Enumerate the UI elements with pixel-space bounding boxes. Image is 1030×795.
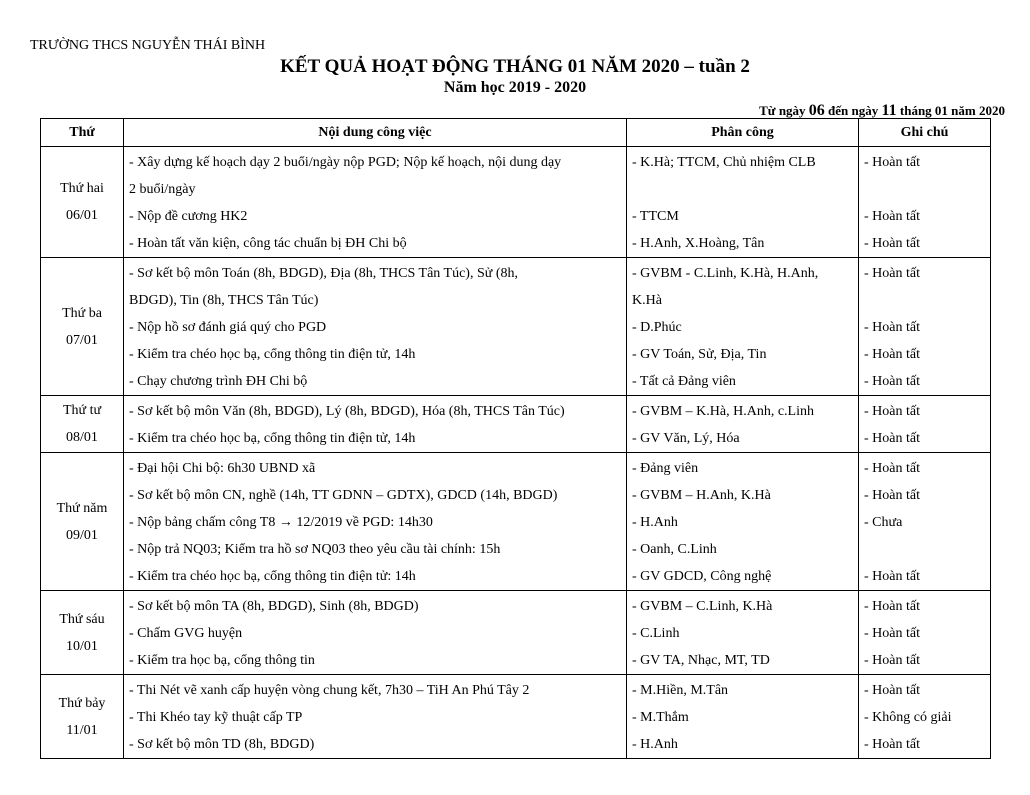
- assignee-cell: [627, 675, 859, 759]
- note-line: - Hoàn tất: [864, 236, 920, 251]
- weekday-label: Thứ hai: [60, 181, 104, 196]
- column-header-tasks: Nội dung công việc: [124, 119, 627, 147]
- task-cell: [124, 396, 627, 453]
- task-cell: [124, 258, 627, 396]
- note-line: - Hoàn tất: [864, 737, 920, 752]
- note-cell: [859, 396, 991, 453]
- note-line: - Hoàn tất: [864, 431, 920, 446]
- assignee-cell: [627, 258, 859, 396]
- assignee-line: - GV Toán, Sử, Địa, Tin: [632, 347, 767, 362]
- task-line: - Chấm GVG huyện: [129, 626, 243, 641]
- table-row: [41, 258, 991, 396]
- date-range-prefix: Từ ngày: [759, 103, 806, 118]
- note-line: - Hoàn tất: [864, 488, 920, 503]
- schedule-table: [40, 118, 991, 759]
- note-line: - Hoàn tất: [864, 683, 920, 698]
- task-line: - Đại hội Chi bộ: 6h30 UBND xã: [129, 461, 316, 476]
- date-range-suffix: tháng 01 năm 2020: [899, 103, 1005, 118]
- note-line: - Không có giải: [864, 710, 952, 725]
- date-label: 10/01: [66, 638, 98, 654]
- school-name: TRƯỜNG THCS NGUYỄN THÁI BÌNH: [30, 38, 266, 53]
- task-line: BDGD), Tin (8h, THCS Tân Túc): [129, 293, 319, 308]
- weekday-label: Thứ ba: [62, 305, 102, 321]
- note-line: - Chưa: [864, 515, 903, 530]
- note-line: [864, 536, 985, 563]
- task-cell: [124, 675, 627, 759]
- note-line: - Hoàn tất: [864, 374, 920, 389]
- assignee-line: K.Hà: [632, 293, 662, 308]
- note-line: - Hoàn tất: [864, 569, 920, 584]
- column-header-notes: Ghi chú: [859, 119, 991, 147]
- note-cell: [859, 147, 991, 258]
- assignee-line: - GV Văn, Lý, Hóa: [632, 431, 740, 446]
- note-line: - Hoàn tất: [864, 404, 920, 419]
- assignee-line: - Oanh, C.Linh: [632, 542, 717, 557]
- date-label: 08/01: [66, 430, 98, 445]
- note-line: - Hoàn tất: [864, 209, 920, 224]
- assignee-line: - GVBM – H.Anh, K.Hà: [632, 488, 771, 503]
- schedule-body: [41, 147, 991, 759]
- date-range-start: 06: [808, 102, 825, 119]
- task-line: - Nộp hồ sơ đánh giá quý cho PGD: [129, 320, 327, 335]
- table-row: [41, 147, 991, 258]
- task-line: - Nộp bảng chấm công T8 → 12/2019 về PGD: 14h30: [129, 515, 433, 530]
- task-line: - Nộp đề cương HK2: [129, 209, 248, 224]
- table-row: [41, 591, 991, 675]
- task-line: - Nộp trả NQ03; Kiểm tra hồ sơ NQ03 theo yêu cầu tài chính: 15h: [129, 542, 501, 557]
- assignee-line: - GV TA, Nhạc, MT, TD: [632, 653, 770, 668]
- note-line: - Hoàn tất: [864, 347, 920, 362]
- assignee-line: - D.Phúc: [632, 320, 682, 335]
- note-line: - Hoàn tất: [864, 320, 920, 335]
- day-cell: [41, 675, 124, 759]
- assignee-line: - C.Linh: [632, 626, 680, 641]
- date-label: 09/01: [66, 527, 98, 543]
- day-cell: [41, 453, 124, 591]
- weekday-label: Thứ tư: [62, 403, 102, 418]
- note-line: - Hoàn tất: [864, 653, 920, 668]
- note-line: - Hoàn tất: [864, 266, 920, 281]
- report-title: KẾT QUẢ HOẠT ĐỘNG THÁNG 01 NĂM 2020 – tuần 2: [280, 56, 750, 77]
- assignee-line: - GVBM - C.Linh, K.Hà, H.Anh,: [632, 266, 819, 281]
- note-line: - Hoàn tất: [864, 599, 920, 614]
- note-cell: [859, 591, 991, 675]
- assignee-line: - H.Anh: [632, 737, 678, 752]
- task-line: - Xây dựng kế hoạch dạy 2 buổi/ngày nộp PGD; Nộp kế hoạch, nội dung dạy: [129, 155, 562, 170]
- table-row: [41, 453, 991, 591]
- note-line: - Hoàn tất: [864, 461, 920, 476]
- assignee-line: - Đảng viên: [632, 461, 699, 476]
- task-line: 2 buổi/ngày: [129, 182, 196, 197]
- table-header-row: [41, 119, 991, 147]
- assignee-line: - H.Anh, X.Hoàng, Tân: [632, 236, 765, 251]
- task-line: - Hoàn tất văn kiện, công tác chuẩn bị ĐH Chi bộ: [129, 236, 407, 251]
- task-cell: [124, 591, 627, 675]
- day-cell: [41, 591, 124, 675]
- task-line: - Thi Nét vẽ xanh cấp huyện vòng chung kết, 7h30 – TiH An Phú Tây 2: [129, 683, 530, 698]
- school-year: Năm học 2019 - 2020: [443, 79, 587, 96]
- assignee-line: - TTCM: [632, 209, 679, 224]
- note-line: - Hoàn tất: [864, 626, 920, 641]
- task-line: - Sơ kết bộ môn Văn (8h, BDGD), Lý (8h, BDGD), Hóa (8h, THCS Tân Túc): [129, 404, 565, 419]
- task-line: - Chạy chương trình ĐH Chi bộ: [129, 374, 308, 389]
- note-line: [864, 287, 985, 314]
- task-line: - Kiểm tra chéo học bạ, cổng thông tin điện tử, 14h: [129, 431, 416, 446]
- column-header-assignees: Phân công: [627, 119, 859, 147]
- weekday-label: Thứ sáu: [59, 611, 105, 627]
- date-range-middle: đến ngày: [828, 103, 879, 118]
- task-line: - Kiểm tra học bạ, cổng thông tin: [129, 653, 315, 668]
- task-cell: [124, 453, 627, 591]
- date-range-end: 11: [881, 102, 897, 119]
- column-header-day: Thứ: [41, 119, 124, 147]
- assignee-line: - GVBM – C.Linh, K.Hà: [632, 599, 773, 614]
- note-cell: [859, 675, 991, 759]
- task-line: - Sơ kết bộ môn TD (8h, BDGD): [129, 737, 315, 752]
- task-line: - Kiểm tra chéo học bạ, cổng thông tin điện tử, 14h: [129, 347, 416, 362]
- weekday-label: Thứ bảy: [58, 695, 106, 711]
- date-label: 07/01: [66, 332, 98, 348]
- assignee-cell: [627, 453, 859, 591]
- assignee-line: - GVBM – K.Hà, H.Anh, c.Linh: [632, 404, 814, 419]
- assignee-line: - K.Hà; TTCM, Chủ nhiệm CLB: [632, 155, 816, 170]
- task-cell: [124, 147, 627, 258]
- assignee-line: - M.Thắm: [632, 710, 689, 725]
- note-line: - Hoàn tất: [864, 155, 920, 170]
- weekday-label: Thứ năm: [56, 500, 108, 516]
- task-line: - Sơ kết bộ môn TA (8h, BDGD), Sinh (8h, BDGD): [129, 599, 419, 614]
- task-line: - Sơ kết bộ môn Toán (8h, BDGD), Địa (8h, THCS Tân Túc), Sử (8h,: [129, 266, 519, 281]
- table-row: [41, 396, 991, 453]
- note-line: [864, 176, 985, 203]
- date-label: 06/01: [66, 208, 98, 223]
- assignee-line: - H.Anh: [632, 515, 678, 530]
- date-label: 11/01: [66, 722, 98, 738]
- assignee-line: - M.Hiền, M.Tân: [632, 683, 729, 698]
- task-line: - Sơ kết bộ môn CN, nghề (14h, TT GDNN – GDTX), GDCD (14h, BDGD): [129, 488, 558, 503]
- task-line: - Thi Khéo tay kỹ thuật cấp TP: [129, 710, 303, 725]
- assignee-cell: [627, 147, 859, 258]
- assignee-cell: [627, 591, 859, 675]
- assignee-cell: [627, 396, 859, 453]
- note-cell: [859, 453, 991, 591]
- assignee-line: [632, 176, 853, 203]
- assignee-line: - GV GDCD, Công nghệ: [632, 569, 772, 584]
- day-cell: [41, 147, 124, 258]
- note-cell: [859, 258, 991, 396]
- table-row: [41, 675, 991, 759]
- day-cell: [41, 396, 124, 453]
- task-line: - Kiểm tra chéo học bạ, cổng thông tin điện tử: 14h: [129, 569, 416, 584]
- day-cell: [41, 258, 124, 396]
- assignee-line: - Tất cả Đảng viên: [632, 374, 736, 389]
